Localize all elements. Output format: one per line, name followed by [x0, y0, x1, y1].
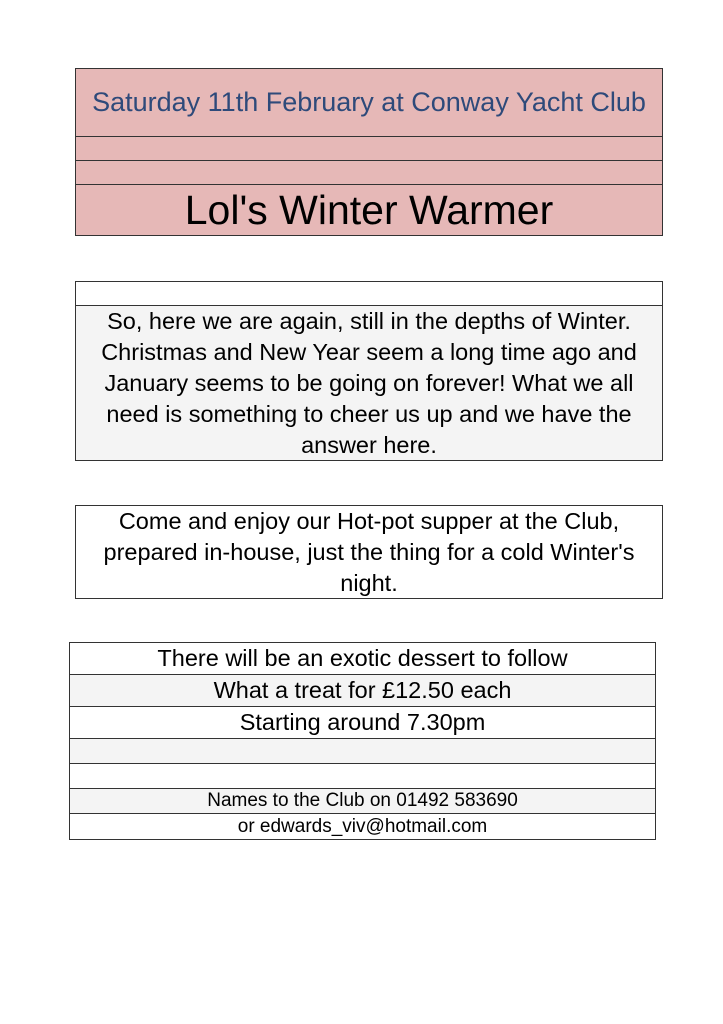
header-blank-row	[76, 161, 662, 185]
price-row	[70, 675, 655, 707]
venue-date-row	[76, 69, 662, 137]
venue-date-text: Saturday 11th February at Conway Yacht Club	[92, 87, 646, 117]
contact-email-text: or edwards_viv@hotmail.com	[237, 815, 488, 837]
intro-paragraph-row	[76, 306, 662, 460]
contact-phone-text: Names to the Club on 01492 583690	[207, 790, 518, 811]
details-blank-row	[70, 739, 655, 764]
details-table	[69, 642, 656, 840]
header-blank-row	[76, 137, 662, 161]
intro-table	[75, 281, 663, 461]
price-text: What a treat for £12.50 each	[213, 677, 512, 703]
contact-email-row	[70, 814, 655, 839]
intro-blank-row	[76, 282, 662, 306]
contact-phone-row	[70, 789, 655, 814]
dessert-row	[70, 643, 655, 675]
start-time-row	[70, 707, 655, 739]
intro-paragraph: So, here we are again, still in the depths of Winter. Christmas and New Year seem a long time ago and January seems to be going on forever! What we all need is something to cheer us up and we have the answer here.	[101, 307, 637, 458]
event-title: Lol's Winter Warmer	[184, 186, 554, 233]
dessert-text: There will be an exotic dessert to follow	[157, 645, 568, 671]
supper-paragraph-row	[76, 506, 662, 598]
event-title-row	[76, 185, 662, 235]
details-blank-row	[70, 764, 655, 789]
start-time-text: Starting around 7.30pm	[239, 709, 486, 735]
supper-paragraph: Come and enjoy our Hot-pot supper at the Club, prepared in-house, just the thing for a cold Winter's night.	[103, 507, 635, 596]
supper-table	[75, 505, 663, 599]
event-header-table	[75, 68, 663, 236]
